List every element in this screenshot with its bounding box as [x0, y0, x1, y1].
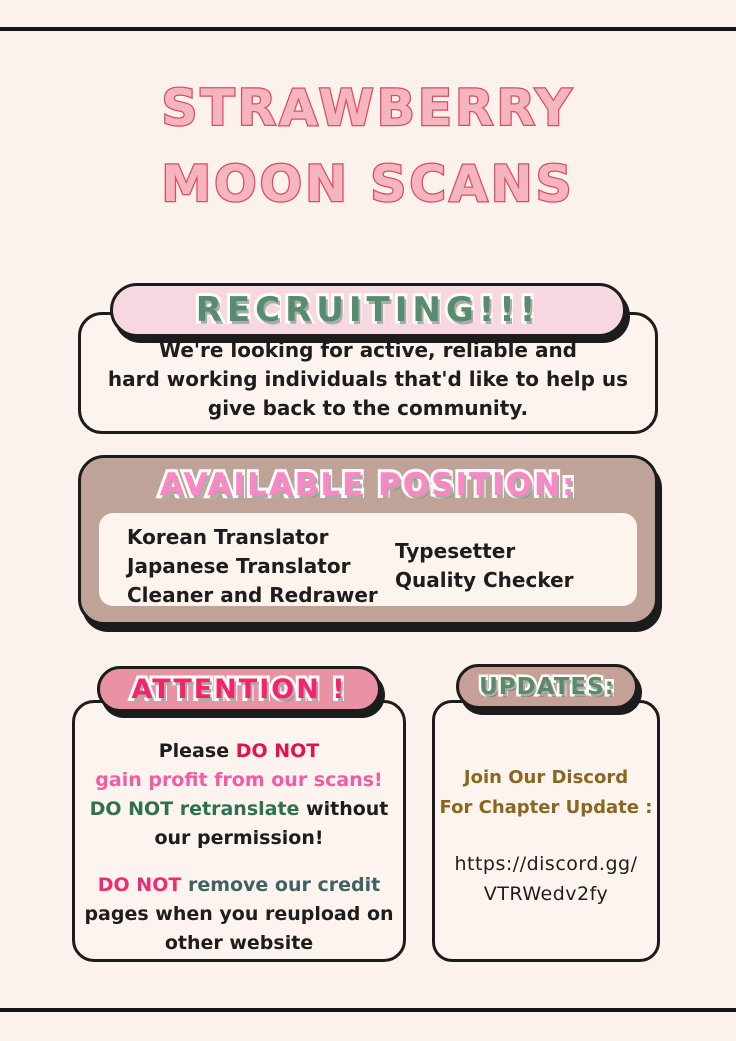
recruiting-text-line: We're looking for active, reliable and [158, 338, 578, 362]
discord-url-line-1[interactable]: https://discord.gg/ [454, 853, 638, 875]
attention-do-not-1: DO NOT [235, 740, 320, 762]
attention-permission-text: our permission! [154, 827, 324, 849]
available-positions-label: AVAILABLE POSITION: [159, 467, 577, 503]
updates-panel [432, 700, 660, 962]
discord-invite-text [435, 763, 657, 823]
attention-please-text: Please [158, 740, 236, 762]
discord-invite-line-1: Join Our Discord [463, 767, 629, 788]
attention-panel [72, 700, 406, 962]
position-item: Japanese Translator [127, 554, 351, 578]
attention-do-not-2: DO NOT [97, 874, 182, 896]
attention-banner-label: ATTENTION ! [131, 673, 347, 705]
attention-retranslate-text: DO NOT retranslate [89, 798, 300, 820]
updates-banner [456, 664, 638, 709]
bottom-divider-line [0, 1008, 736, 1012]
positions-list-card [99, 513, 637, 606]
attention-paragraph-2 [75, 871, 403, 958]
recruiting-banner-label: RECRUITING!!! [195, 290, 541, 330]
updates-banner-label: UPDATES: [479, 673, 615, 700]
position-item: Korean Translator [127, 525, 329, 549]
position-item: Cleaner and Redrawer [127, 583, 378, 607]
available-positions-panel [78, 455, 658, 625]
page-title [0, 70, 736, 222]
attention-banner [97, 666, 381, 712]
title-line-2: MOON SCANS [161, 155, 575, 213]
attention-reupload-text: pages when you reupload on [84, 903, 394, 925]
position-item: Quality Checker [395, 568, 574, 592]
position-item: Typesetter [395, 539, 516, 563]
positions-left-column [127, 523, 378, 610]
attention-paragraph-1 [75, 737, 403, 853]
recruiting-text-line: give back to the community. [207, 396, 529, 420]
recruiting-banner [110, 283, 626, 337]
discord-url-line-2[interactable]: VTRWedv2fy [483, 883, 609, 905]
top-divider-line [0, 27, 736, 31]
attention-remove-credit-text: remove our credit [181, 874, 381, 896]
available-positions-banner [81, 467, 655, 503]
positions-right-column [395, 537, 574, 595]
attention-gain-profit-text: gain profit from our scans! [95, 769, 383, 791]
discord-invite-line-2: For Chapter Update : [439, 797, 653, 818]
recruiting-text-line: hard working individuals that'd like to help us [107, 367, 629, 391]
attention-other-website-text: other website [164, 932, 314, 954]
attention-without-text: without [299, 798, 389, 820]
discord-link[interactable] [435, 849, 657, 909]
title-line-1: STRAWBERRY [161, 79, 575, 137]
